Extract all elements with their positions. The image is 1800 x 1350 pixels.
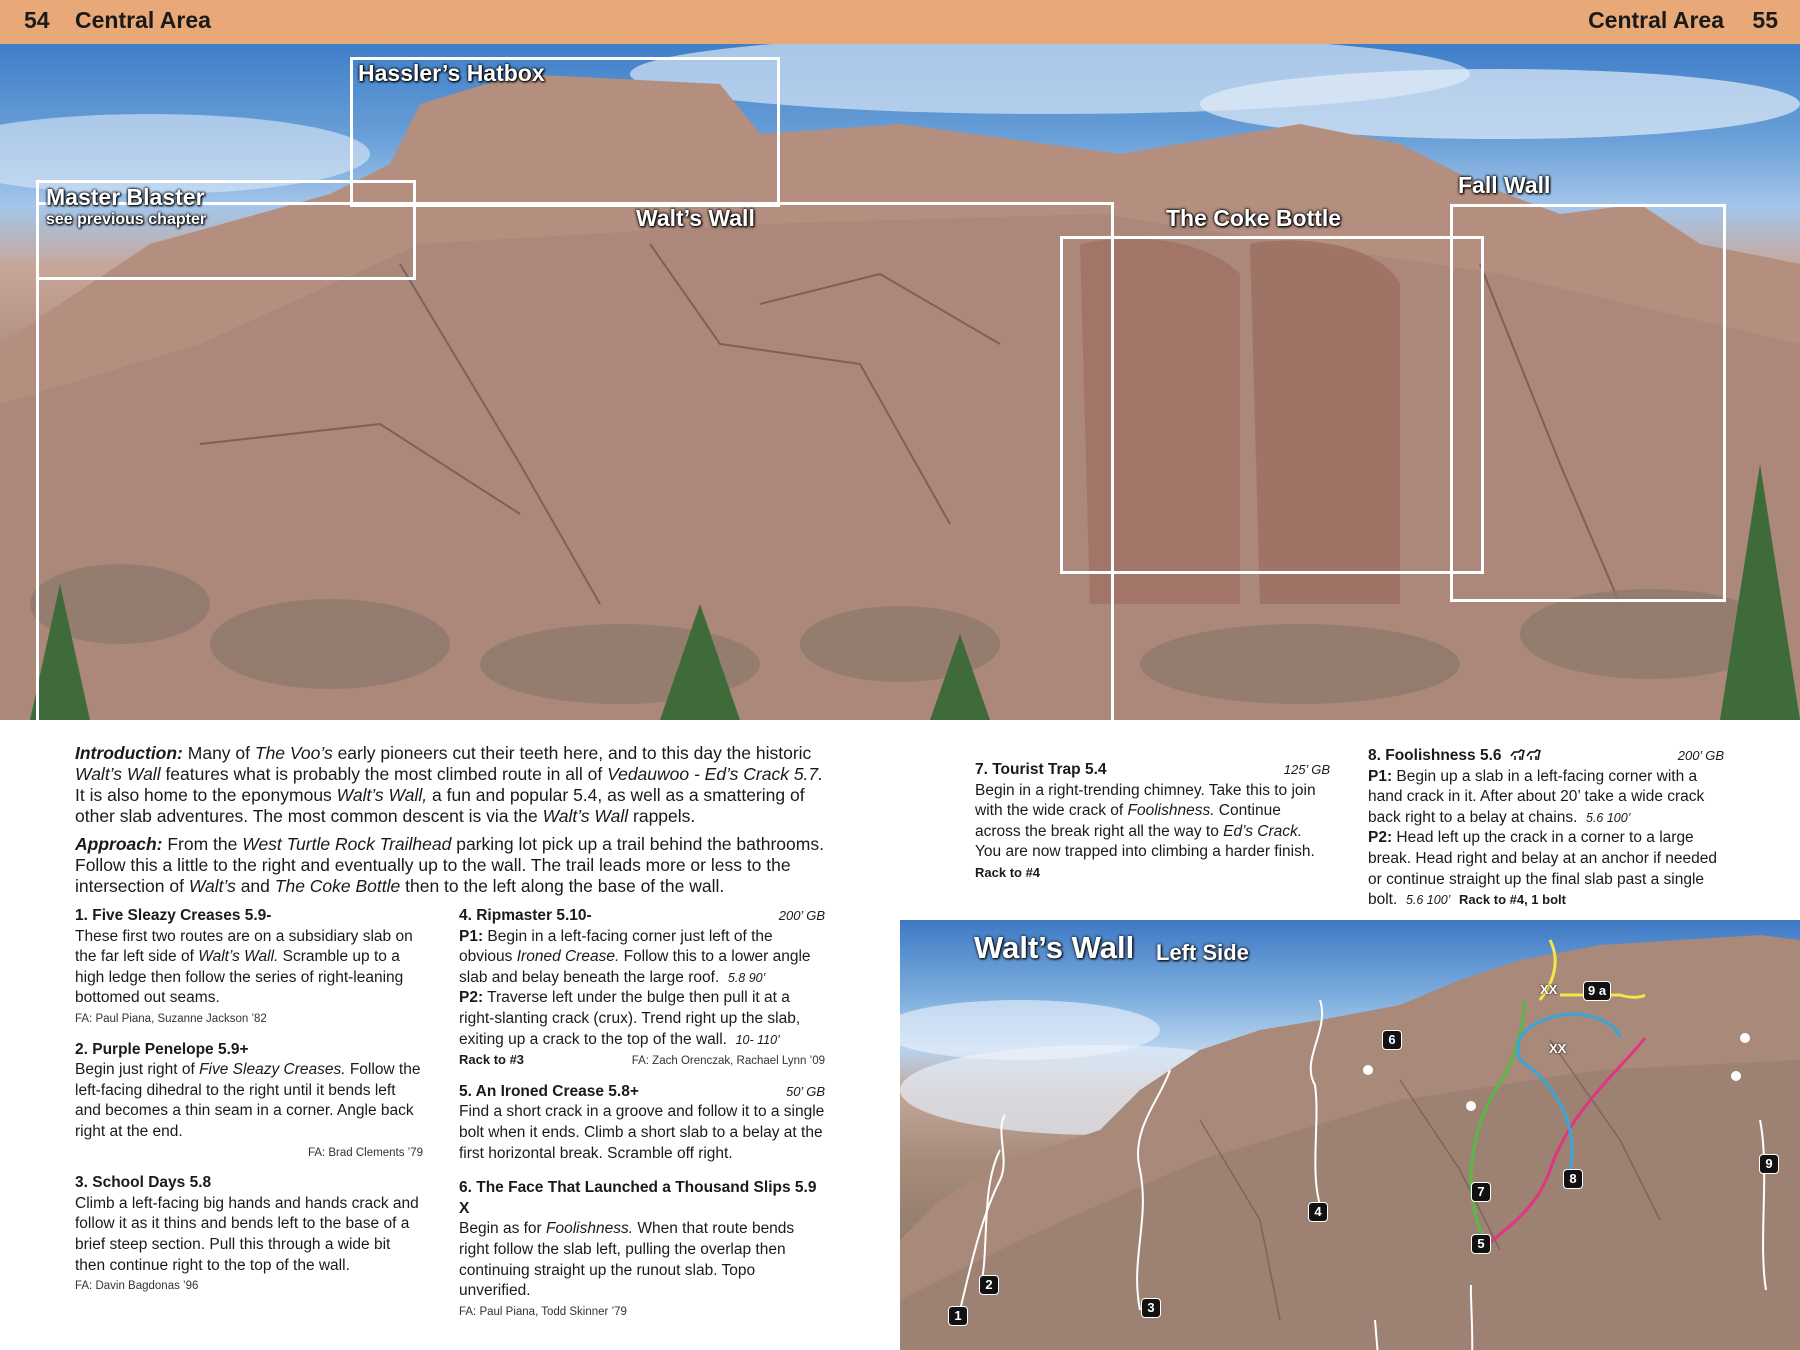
route-8: [1368, 746, 1724, 911]
topo-subtitle: Left Side: [1156, 940, 1249, 965]
topo-title: Walt’s Wall: [974, 930, 1135, 965]
route-marker-3: 3: [1141, 1298, 1161, 1318]
route-3: [75, 1173, 423, 1297]
route-1-description: These first two routes are on a subsidiary slab on the far left side of Walt’s Wall. Scramble up to a high ledge then follow the series of right-leaning bottomed out seams.: [75, 927, 413, 1007]
coke-bottle-box: [1060, 236, 1484, 574]
route-8-rack: Rack to #4, 1 bolt: [1459, 892, 1566, 908]
anchor-label-mid: XX: [1549, 1041, 1567, 1056]
introduction-paragraph: Introduction: Many of The Voo’s early pioneers cut their teeth here, and to this day the historic Walt’s Wall features what is probably the most climbed route in all of Vedauwoo - Ed’s Crack 5.7. It is also home to the eponymous Walt’s Wall, a fun and popular 5.4, as well as a smattering of other slab adventures. The most common descent is via the Walt’s Wall rappels.: [75, 743, 824, 826]
route-5: [459, 1082, 825, 1164]
route-4-pitch-2: P2: Traverse left under the bulge then pull it at a right-slanting crack (crux). Trend right up the slab, exiting up a crack to the top of the wall. 10- 110’: [459, 989, 801, 1048]
route-8-pitch-2: P2: Head left up the crack in a corner to a large break. Head right and belay at an anchor if needed or continue straight up the final slab past a single bolt. 5.6 100’ Rack to #4, 1 bolt: [1368, 829, 1717, 909]
route-1-fa: FA: Paul Piana, Suzanne Jackson ’82: [75, 1012, 267, 1025]
route-7: [975, 760, 1330, 884]
fall-wall-box: [1450, 204, 1726, 602]
route-column-2: [459, 906, 825, 1332]
page-number-right: 55: [1752, 7, 1778, 33]
route-marker-2: 2: [979, 1275, 999, 1295]
route-7-length: 125’ GB: [1283, 762, 1330, 777]
route-4-length: 200’ GB: [778, 908, 825, 923]
route-6: [459, 1178, 825, 1322]
page-header: [0, 0, 1800, 44]
section-title-right: Central Area: [1588, 7, 1724, 33]
route-7-description: Begin in a right-trending chimney. Take this to join with the wide crack of Foolishness. Continue across the break right all the way to Ed’s Crack. You are now trapped into climbing a harder finish.: [975, 781, 1316, 861]
hasslers-hatbox-label: Hassler’s Hatbox: [358, 60, 545, 86]
route-3-fa: FA: Davin Bagdonas ’96: [75, 1280, 199, 1293]
route-marker-7: 7: [1471, 1182, 1491, 1202]
route-2: [75, 1040, 423, 1164]
route-5-description: Find a short crack in a groove and follow it to a single bolt when it ends. Climb a short slab to a belay at the first horizontal break. Scramble off right.: [459, 1103, 825, 1162]
route-column-1: [75, 906, 423, 1307]
section-title-left: Central Area: [75, 7, 211, 33]
route-2-fa: FA: Brad Clements ’79: [307, 1146, 423, 1159]
route-6-fa: FA: Paul Piana, Todd Skinner ’79: [459, 1305, 627, 1318]
intro-section: [75, 743, 827, 904]
crag-overview-photo: [0, 44, 1800, 720]
route-column-3: [975, 760, 1330, 894]
route-5-length: 50’ GB: [785, 1083, 825, 1099]
route-4-fa: FA: Zach Orenczak, Rachael Lynn ’09: [631, 1055, 825, 1068]
route-1-title: 1. Five Sleazy Creases 5.9-: [75, 907, 272, 924]
route-5-title: 5. An Ironed Crease 5.8+: [459, 1082, 639, 1100]
route-marker-1: 1: [948, 1306, 968, 1326]
route-8-title: 8. Foolishness 5.6: [1368, 747, 1502, 764]
route-7-rack: Rack to #4: [975, 864, 1041, 880]
route-6-title: 6. The Face That Launched a Thousand Slips 5.9 X: [459, 1179, 817, 1217]
animal-rating-icon: [1510, 746, 1544, 762]
route-2-description: Begin just right of Five Sleazy Creases. Follow the left-facing dihedral to the right until it bends left and becomes a thin seam in a corner. Angle back right at the end.: [75, 1061, 421, 1140]
master-blaster-sublabel: see previous chapter: [46, 211, 207, 228]
route-6-description: Begin as for Foolishness. When that route bends right follow the slab left, pulling the overlap then continuing straight up the runout slab. Topo unverified.: [459, 1220, 795, 1300]
route-3-title: 3. School Days 5.8: [75, 1174, 212, 1192]
anchor-label-top: XX: [1540, 982, 1558, 997]
approach-paragraph: Approach: From the West Turtle Rock Trailhead parking lot pick up a trail behind the bathrooms. Follow this a little to the right and eventually up to the wall. The trail leads more or less to the intersection of Walt’s and The Coke Bottle then to the left along the base of the wall.: [75, 834, 824, 896]
route-column-4: [1368, 746, 1724, 921]
route-4-pitch-1: P1: Begin in a left-facing corner just left of the obvious Ironed Crease. Follow this to a lower angle slab and belay beneath the large roof. 5.8 90’: [459, 927, 811, 986]
coke-bottle-label: The Coke Bottle: [1166, 205, 1342, 231]
route-8-pitch-1: P1: Begin up a slab in a left-facing corner with a hand crack in it. After about 20’ take a wide crack back right to a belay at chains. 5.6 100’: [1368, 767, 1705, 826]
route-3-description: Climb a left-facing big hands and hands crack and follow it as it thins and bends left to the base of a brief steep section. Pull this through a wide bit then continue right to the top of the wall.: [75, 1194, 419, 1274]
route-4-title: 4. Ripmaster 5.10-: [459, 907, 592, 924]
route-2-title: 2. Purple Penelope 5.9+: [75, 1040, 249, 1058]
route-marker-5: 5: [1471, 1234, 1491, 1254]
route-4: [459, 906, 825, 1072]
route-marker-9: 9: [1759, 1154, 1779, 1174]
route-marker-6: 6: [1382, 1030, 1402, 1050]
fall-wall-label: Fall Wall: [1458, 172, 1551, 198]
walts-wall-box: [36, 202, 1114, 720]
route-1: [75, 906, 423, 1030]
route-marker-8: 8: [1563, 1169, 1583, 1189]
master-blaster-label: Master Blaster: [46, 184, 205, 210]
route-8-length: 200’ GB: [1677, 748, 1724, 763]
route-marker-4: 4: [1308, 1202, 1328, 1222]
route-7-title: 7. Tourist Trap 5.4: [975, 761, 1107, 778]
route-marker-9a: 9 a: [1583, 981, 1611, 1001]
page-number-left: 54: [24, 7, 50, 33]
route-4-rack: Rack to #3: [459, 1052, 525, 1068]
walts-wall-label: Walt’s Wall: [636, 205, 755, 231]
topo-route-lines: [900, 920, 1800, 1350]
topo-photo: [900, 920, 1800, 1350]
